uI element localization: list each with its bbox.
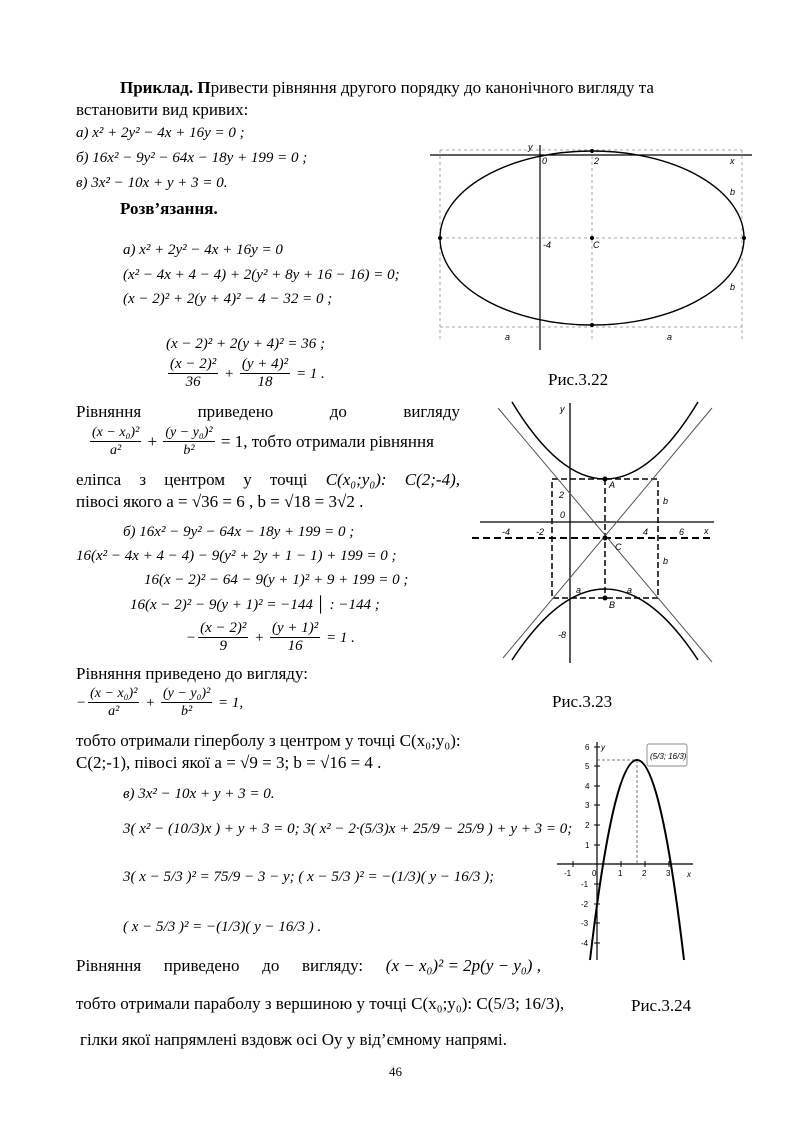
word: еліпса [76, 470, 122, 489]
a-gnum1: (x − x₀)² [92, 425, 140, 440]
word: Рівняння [76, 956, 142, 975]
c-line1: в) 3x² − 10x + y + 3 = 0. [123, 786, 275, 802]
b-text1: Рівняння приведено до вигляду: [76, 664, 308, 683]
a-num2: (y + 4)² [241, 356, 289, 372]
fig1-C: C [593, 240, 600, 250]
a-den1: 36 [185, 374, 201, 390]
word: вигляду: [301, 956, 364, 975]
c-text2: тобто отримали параболу з вершиною у точці C(x₀;y₀): C(5/3; 16/3), [76, 994, 565, 1013]
word: до [262, 956, 280, 975]
fig2-tm4: -4 [502, 527, 511, 537]
fig1-zero: 0 [542, 156, 548, 166]
figure-ellipse [430, 140, 760, 355]
fig2-t6: 6 [679, 527, 685, 537]
intro-bold: Приклад. П [120, 78, 211, 97]
c-text1 [76, 956, 541, 976]
b-line4: 16(x − 2)² − 9(y + 1)² = −144 │ : −144 ; [130, 597, 380, 613]
task-a: а) x² + 2y² − 4x + 16y = 0 ; [76, 125, 245, 141]
fig2-C: C [615, 542, 622, 552]
intro-line2: встановити вид кривих: [76, 100, 249, 119]
fig2-A: A [609, 480, 616, 490]
b-gden1: a² [108, 704, 120, 719]
a-canonical: $\frac{\text{(x − 2)²}}{36}$ + $\frac{\text{(y + 4)²}}{18}$ = 1 . [170, 356, 325, 390]
intro-line1 [120, 78, 654, 98]
b-canonical: − $\frac{\text{(x − 2)²}}{9}$ + $\frac{\text{(y + 1)²}}{16}$ = 1 . [186, 620, 355, 654]
fig3-yt: -4 [581, 939, 589, 948]
fig1-minus4: -4 [543, 240, 552, 250]
b-num2: (y + 1)² [272, 620, 319, 636]
fig3-yt: -2 [581, 900, 589, 909]
word: приведено [197, 402, 274, 421]
fig1-b2: b [730, 282, 736, 292]
word: у [243, 470, 252, 489]
a-line1: а) x² + 2y² − 4x + 16y = 0 [123, 242, 283, 258]
fig3-yt: -3 [581, 919, 589, 928]
fig1-x: x [730, 156, 735, 166]
c-text3: гілки якої напрямлені вздовж осі Oy у від’ємному напрямі. [80, 1030, 507, 1049]
fig3-yt: 5 [585, 762, 590, 771]
a-den2: 18 [257, 374, 273, 390]
fig2-b2: b [663, 556, 669, 566]
a-gnum2: (y − y₀)² [165, 425, 213, 440]
word: центром [164, 470, 226, 489]
fig3-yt: -1 [581, 880, 589, 889]
fig1-b1: b [730, 187, 736, 197]
figure-hyperbola [472, 398, 722, 666]
fig3-yt: 3 [585, 801, 590, 810]
fig2-b1: b [663, 496, 669, 506]
fig3-y: y [601, 743, 605, 752]
fig2-t0: 0 [560, 510, 566, 520]
a-gden2: b² [183, 443, 195, 458]
c-line4: ( x − 5/3 )² = −(1/3)( y − 16/3 ) . [123, 919, 322, 935]
b-gnum1: (x − x₀)² [90, 686, 138, 701]
b-line2: 16(x² − 4x + 4 − 4) − 9(y² + 2y + 1 − 1) + 199 = 0 ; [76, 548, 397, 564]
fig3-vertex-label: (5/3; 16/3) [650, 752, 687, 761]
a-general-form: $\frac{\text{(x − x₀)²}}{\text{a²}}$ + $\frac{\text{(y − y₀)²}}{\text{b²}}$ = 1 , тобто отримали рівняння [92, 425, 434, 458]
word: C(2;-4), [404, 470, 460, 489]
fig1-a2: a [667, 332, 673, 342]
b-num1: (x − 2)² [200, 620, 247, 636]
a-num1: (x − 2)² [170, 356, 217, 372]
fig3-xt: -1 [564, 869, 572, 878]
b-line3: 16(x − 2)² − 64 − 9(y + 1)² + 9 + 199 = 0 ; [144, 572, 409, 588]
fig2-tm2: -2 [536, 527, 545, 537]
word: Рівняння [76, 402, 142, 421]
b-text2: тобто отримали гіперболу з центром у точці C(x₀;y₀): [76, 731, 461, 750]
a-text3 [76, 470, 460, 490]
fig3-xt: 0 [592, 869, 597, 878]
fig2-a1: a [576, 585, 582, 595]
b-line1: б) 16x² − 9y² − 64x − 18y + 199 = 0 ; [123, 524, 355, 540]
a-line4: (x − 2)² + 2(y + 4)² = 36 ; [166, 336, 326, 352]
fig3-yt: 6 [585, 743, 590, 752]
fig2-tm8: -8 [558, 630, 567, 640]
page-number: 46 [389, 1064, 402, 1079]
fig2-t2: 2 [559, 490, 565, 500]
a-text4: півосі якого a = √36 = 6 , b = √18 = 3√2 . [76, 492, 364, 511]
b-gden2: b² [181, 704, 193, 719]
b-grhs: = 1, [218, 694, 244, 711]
task-c: в) 3x² − 10x + y + 3 = 0. [76, 175, 228, 191]
fig1-two: 2 [594, 156, 600, 166]
c-line3: 3( x − 5/3 )² = 75/9 − 3 − y; ( x − 5/3 )² = −(1/3)( y − 16/3 ); [123, 869, 495, 885]
fig2-t4: 4 [643, 527, 649, 537]
fig2-x: x [704, 526, 709, 536]
fig1-y: y [528, 142, 533, 152]
b-general-form: − $\frac{\text{(x − x₀)²}}{\text{a²}}$ + $\frac{\text{(y − y₀)²}}{\text{b²}}$ = 1, [76, 686, 244, 719]
fig2-B: B [609, 600, 616, 610]
c-line2: 3( x² − (10/3)x ) + y + 3 = 0; 3( x² − 2·(5/3)x + 25/9 − 25/9 ) + y + 3 = 0; [123, 821, 573, 837]
word: вигляду [403, 402, 460, 421]
fig3-xt: 1 [618, 869, 623, 878]
fig3-yt: 4 [585, 782, 590, 791]
word: з [139, 470, 147, 489]
solution-heading: Розв’язання. [120, 199, 218, 218]
fig3-x: x [687, 870, 691, 879]
a-line3: (x − 2)² + 2(y + 4)² − 4 − 32 = 0 ; [123, 291, 333, 307]
fig2-caption: Рис.3.23 [552, 692, 613, 711]
fig2-a2: a [627, 585, 633, 595]
a-text2: , тобто отримали рівняння [243, 431, 434, 451]
fig2-y: y [560, 404, 565, 414]
fig3-yt: 1 [585, 841, 590, 850]
word: приведено [163, 956, 240, 975]
task-b: б) 16x² − 9y² − 64x − 18y + 199 = 0 ; [76, 150, 308, 166]
fig1-a1: a [505, 332, 511, 342]
word: точці [269, 470, 308, 489]
word: (x − x₀)² = 2p(y − y₀) , [385, 956, 541, 975]
b-text3: C(2;-1), півосі якої a = √9 = 3; b = √16 = 4 . [76, 753, 382, 772]
intro-rest: ривести рівняння другого порядку до канонічного вигляду та [210, 78, 654, 97]
fig3-caption: Рис.3.24 [631, 996, 692, 1015]
word: C(x₀;y₀): [325, 470, 387, 489]
fig3-xt: 3 [666, 869, 671, 878]
word: до [329, 402, 347, 421]
a-rhs: = 1 . [295, 365, 325, 382]
b-rhs: = 1 . [326, 629, 355, 646]
fig1-caption: Рис.3.22 [548, 370, 609, 389]
fig3-yt: 2 [585, 821, 590, 830]
b-den2: 16 [287, 638, 303, 654]
a-line2: (x² − 4x + 4 − 4) + 2(y² + 8y + 16 − 16) = 0; [123, 267, 400, 283]
b-gnum2: (y − y₀)² [163, 686, 211, 701]
b-den1: 9 [219, 638, 228, 654]
a-text1 [76, 402, 460, 422]
fig3-xt: 2 [642, 869, 647, 878]
figure-parabola [555, 738, 705, 964]
a-gden1: a² [110, 443, 122, 458]
